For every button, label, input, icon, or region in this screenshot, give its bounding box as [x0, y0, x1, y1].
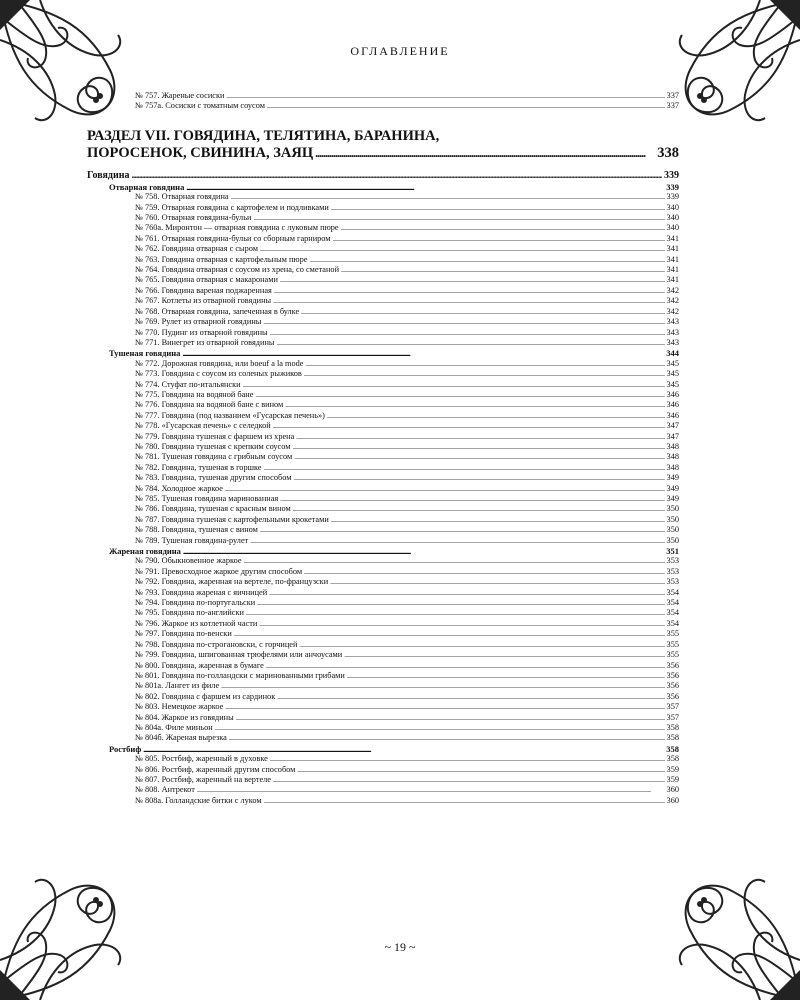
entry-page: 356 — [666, 660, 679, 670]
entry-title: № 804б. Жареная вырезка — [135, 733, 227, 743]
toc-entry[interactable] — [87, 640, 679, 650]
entry-page: 345 — [666, 358, 679, 368]
entry-page: 340 — [666, 223, 679, 233]
entry-page: 342 — [666, 306, 679, 316]
toc-entry[interactable] — [87, 796, 679, 806]
subsection-heading[interactable] — [87, 182, 679, 192]
entry-title: № 777. Говядина (под названием «Гусарская печень») — [135, 410, 325, 420]
toc-entry[interactable] — [87, 629, 679, 639]
entry-page: 341 — [666, 244, 679, 254]
toc-entry[interactable] — [87, 296, 679, 306]
toc-entry[interactable] — [87, 390, 679, 400]
toc-entry[interactable] — [87, 411, 679, 421]
toc-entry[interactable] — [87, 328, 679, 338]
entry-page: 350 — [666, 525, 679, 535]
toc-entry[interactable] — [87, 286, 679, 296]
toc-entry[interactable] — [87, 713, 679, 723]
entry-title: № 803. Немецкое жаркое — [135, 702, 224, 712]
entry-page: 357 — [666, 702, 679, 712]
entry-page: 337 — [666, 91, 679, 100]
entry-title: № 763. Говядина отварная с картофельным пюре — [135, 254, 308, 264]
entry-page: 346 — [666, 400, 679, 410]
entry-title: № 764. Говядина отварная с соусом из хрена, со сметаной — [135, 265, 340, 275]
subsection-title: Жареная говядина — [109, 546, 181, 557]
page-number: ~ 19 ~ — [384, 940, 416, 954]
toc-entry[interactable] — [87, 765, 679, 775]
entry-page: 355 — [666, 639, 679, 649]
entry-title: № 784. Холодное жаркое — [135, 483, 223, 493]
subsection-title: Ростбиф — [109, 743, 142, 754]
toc-entry[interactable] — [87, 702, 679, 712]
entry-page: 343 — [666, 337, 679, 347]
entry-page: 350 — [666, 504, 679, 514]
toc-entry[interactable] — [87, 452, 679, 462]
subsection-page: 351 — [666, 546, 679, 557]
entry-page: 354 — [666, 608, 679, 618]
section-title-line2: ПОРОСЕНОК, СВИНИНА, ЗАЯЦ — [87, 145, 314, 162]
section-page: 338 — [657, 145, 679, 162]
entry-page: 343 — [666, 317, 679, 327]
entry-title: № 772. Дорожная говядина, или boeuf a la mode — [135, 358, 304, 368]
entry-title: № 795. Говядина по-английски — [135, 608, 244, 618]
entry-title: № 808а. Голландские битки с луком — [135, 795, 262, 805]
subsection-heading[interactable] — [87, 348, 679, 358]
toc-entry[interactable] — [87, 556, 679, 566]
entry-page: 360 — [666, 795, 679, 805]
toc-groups — [87, 182, 679, 806]
entry-page: 337 — [666, 101, 679, 111]
toc-entry[interactable] — [87, 442, 679, 452]
entry-title: № 781. Тушеная говядина с грибным соусом — [135, 452, 293, 462]
entry-title: № 798. Говядина по-строгановски, с горчицей — [135, 639, 298, 649]
entry-title: № 757а. Сосиски с томатным соусом — [135, 101, 265, 111]
toc-entry[interactable] — [87, 536, 679, 546]
toc-entry[interactable] — [87, 213, 679, 223]
entry-title: № 791. Превосходное жаркое другим способом — [135, 566, 303, 576]
entry-title: № 759. Отварная говядина с картофелем и подливками — [135, 202, 329, 212]
entry-page: 358 — [666, 754, 679, 764]
toc-entry[interactable] — [87, 234, 679, 244]
entry-title: № 778. «Гусарская печень» с селедкой — [135, 421, 271, 431]
entry-page: 349 — [666, 483, 679, 493]
toc-entry[interactable] — [87, 473, 679, 483]
toc-entry[interactable] — [87, 525, 679, 535]
entry-title: № 760а. Миронтон — отварная говядина с луковым пюре — [135, 223, 339, 233]
toc-entry[interactable] — [87, 671, 679, 681]
toc-entry[interactable] — [87, 255, 679, 265]
entry-title: № 775. Говядина на водяной бане — [135, 389, 254, 399]
section-heading[interactable] — [87, 128, 679, 163]
subsection-heading[interactable] — [87, 744, 679, 754]
entry-title: № 761. Отварная говядина-бульи со сборным гарниром — [135, 233, 331, 243]
toc-entry[interactable] — [87, 317, 679, 327]
entry-page: 355 — [666, 629, 679, 639]
entry-title: № 776. Говядина на водяной бане с вином — [135, 400, 284, 410]
entry-title: № 758. Отварная говядина — [135, 192, 229, 202]
entry-title: № 779. Говядина тушеная с фаршем из хрена — [135, 431, 295, 441]
entry-page: 347 — [666, 431, 679, 441]
toc-entry[interactable] — [87, 369, 679, 379]
corner-ornament-bottom-right — [650, 850, 800, 1000]
category-heading[interactable] — [87, 169, 679, 182]
entry-title: № 786. Говядина, тушеная с красным вином — [135, 504, 291, 514]
entry-page: 345 — [666, 369, 679, 379]
entry-title: № 794. Говядина по-португальски — [135, 598, 256, 608]
entry-page: 354 — [666, 598, 679, 608]
entry-page: 353 — [666, 577, 679, 587]
entry-title: № 771. Винегрет из отварной говядины — [135, 337, 275, 347]
entry-page: 357 — [666, 712, 679, 722]
entry-page: 349 — [666, 494, 679, 503]
entry-title: № 800. Говядина, жаренная в бумаге — [135, 660, 264, 670]
entry-title: № 796. Жаркое из котлетной части — [135, 618, 258, 628]
entry-title: № 802. Говядина с фаршем из сардинок — [135, 691, 276, 701]
entry-page: 340 — [666, 202, 679, 212]
entry-title: № 766. Говядина вареная поджаренная — [135, 285, 272, 295]
entry-title: № 770. Пудинг из отварной говядины — [135, 327, 268, 337]
toc-entry[interactable] — [87, 101, 679, 111]
toc-entry[interactable] — [87, 733, 679, 743]
toc-entry[interactable] — [87, 307, 679, 317]
entry-title: № 769. Рулет из отварной говядины — [135, 317, 262, 327]
entry-page: 342 — [666, 285, 679, 295]
subsection-title: Тушеная говядина — [109, 348, 181, 359]
entry-title: № 799. Говядина, шпигованная трюфелями или анчоусами — [135, 650, 343, 660]
entry-page: 360 — [666, 785, 679, 795]
entry-page: 359 — [666, 774, 679, 784]
toc-entry[interactable] — [87, 515, 679, 525]
entry-title: № 782. Говядина, тушеная в горшке — [135, 462, 262, 472]
toc-entry[interactable] — [87, 567, 679, 577]
toc-entry[interactable] — [87, 463, 679, 473]
toc-entry[interactable] — [87, 380, 679, 390]
toc-entry[interactable] — [87, 244, 679, 254]
section-title-line1: РАЗДЕЛ VII. ГОВЯДИНА, ТЕЛЯТИНА, БАРАНИНА, — [87, 127, 440, 144]
entry-title: № 773. Говядина с соусом из соленых рыжиков — [135, 369, 302, 379]
entry-title: № 783. Говядина, тушеная другим способом — [135, 473, 292, 483]
entry-title: № 787. Говядина тушеная с картофельными крокетами — [135, 514, 329, 524]
entry-title: № 760. Отварная говядина-бульи — [135, 213, 252, 223]
toc-entry[interactable] — [87, 754, 679, 764]
toc-entry[interactable] — [87, 775, 679, 785]
dot-leader — [132, 169, 663, 182]
entry-title: № 806. Ростбиф, жаренный другим способом — [135, 764, 296, 774]
entry-page: 348 — [666, 462, 679, 472]
toc-entry[interactable] — [87, 203, 679, 213]
toc-entry[interactable] — [87, 432, 679, 442]
corner-ornament-bottom-left — [0, 850, 150, 1000]
subsection-page: 344 — [666, 348, 679, 359]
entry-page: 341 — [666, 254, 679, 264]
entry-page: 341 — [666, 265, 679, 275]
entry-title: № 808. Антрекот — [135, 785, 195, 795]
entry-page: 354 — [666, 587, 679, 597]
category-title: Говядина — [87, 169, 130, 181]
toc-entry[interactable] — [87, 681, 679, 691]
entry-page: 342 — [666, 296, 679, 306]
entry-title: № 757. Жареные сосиски — [135, 91, 225, 100]
entry-title: № 768. Отварная говядина, запеченная в булке — [135, 306, 300, 316]
entry-page: 349 — [666, 473, 679, 483]
toc-entry[interactable] — [87, 504, 679, 514]
entry-page: 339 — [666, 192, 679, 202]
entry-page: 350 — [666, 514, 679, 524]
toc-entry[interactable] — [87, 577, 679, 587]
entry-page: 353 — [666, 556, 679, 566]
toc-entry[interactable] — [87, 91, 679, 101]
entry-title: № 762. Говядина отварная с сыром — [135, 244, 259, 254]
entry-page: 358 — [666, 733, 679, 743]
entry-title: № 767. Котлеты из отварной говядины — [135, 296, 272, 306]
dot-leader — [264, 796, 665, 807]
entry-title: № 789. Тушеная говядина-рулет — [135, 535, 249, 545]
entry-title: № 790. Обыкновенное жаркое — [135, 556, 242, 566]
toc-entry[interactable] — [87, 598, 679, 608]
toc-entry[interactable] — [87, 421, 679, 431]
table-of-contents — [87, 91, 679, 806]
toc-entry[interactable] — [87, 588, 679, 598]
toc-entry[interactable] — [87, 785, 679, 795]
subsection-title: Отварная говядина — [109, 181, 185, 192]
toc-entry[interactable] — [87, 650, 679, 660]
toc-entry[interactable] — [87, 484, 679, 494]
entry-title: № 788. Говядина, тушеная с вином — [135, 525, 258, 535]
subsection-page: 339 — [666, 181, 679, 192]
entry-page: 343 — [666, 327, 679, 337]
toc-entry[interactable] — [87, 723, 679, 733]
entry-page: 354 — [666, 618, 679, 628]
entry-page: 355 — [666, 650, 679, 660]
toc-entry[interactable] — [87, 400, 679, 410]
toc-entry[interactable] — [87, 608, 679, 618]
entry-page: 346 — [666, 389, 679, 399]
subsection-heading[interactable] — [87, 546, 679, 556]
entry-title: № 774. Стуфат по-итальянски — [135, 379, 241, 389]
dot-leader — [267, 101, 665, 112]
entry-page: 341 — [666, 233, 679, 243]
toc-entry[interactable] — [87, 275, 679, 285]
entry-page: 348 — [666, 441, 679, 451]
toc-entry[interactable] — [87, 265, 679, 275]
entry-title: № 801а. Лангет из филе — [135, 681, 220, 691]
subsection-page: 358 — [666, 743, 679, 754]
entry-title: № 804а. Филе миньон — [135, 722, 213, 732]
entry-title: № 797. Говядина по-венски — [135, 629, 232, 639]
dot-leader — [315, 145, 655, 163]
toc-entry[interactable] — [87, 494, 679, 504]
toc-entry[interactable] — [87, 692, 679, 702]
entry-page: 345 — [666, 379, 679, 389]
entry-page: 356 — [666, 681, 679, 691]
entry-title: № 801. Говядина по-голландски с маринованными грибами — [135, 670, 345, 680]
entry-title: № 792. Говядина, жаренная на вертеле, по-французски — [135, 577, 329, 587]
entry-page: 340 — [666, 213, 679, 223]
entry-page: 348 — [666, 452, 679, 462]
entry-page: 358 — [666, 722, 679, 732]
entry-title: № 780. Говядина тушеная с крепким соусом — [135, 441, 291, 451]
entry-page: 341 — [666, 275, 679, 285]
entry-title: № 785. Тушеная говядина маринованная — [135, 494, 279, 503]
entry-title: № 807. Ростбиф, жаренный на вертеле — [135, 774, 271, 784]
entry-title: № 804. Жаркое из говядины — [135, 712, 234, 722]
toc-entry[interactable] — [87, 223, 679, 233]
entry-page: 356 — [666, 691, 679, 701]
page-header: ОГЛАВЛЕНИЕ — [350, 44, 450, 58]
entry-page: 347 — [666, 421, 679, 431]
entry-page: 356 — [666, 670, 679, 680]
category-page: 339 — [664, 169, 679, 181]
entry-title: № 805. Ростбиф, жаренный в духовке — [135, 754, 268, 764]
entry-page: 353 — [666, 566, 679, 576]
entry-title: № 793. Говядина жареная с яичницей — [135, 587, 268, 597]
toc-entry[interactable] — [87, 192, 679, 202]
toc-entry[interactable] — [87, 338, 679, 348]
entry-page: 359 — [666, 764, 679, 774]
entry-page: 346 — [666, 410, 679, 420]
entry-title: № 765. Говядина отварная с макаронами — [135, 275, 278, 285]
toc-entry[interactable] — [87, 359, 679, 369]
entry-page: 350 — [666, 535, 679, 545]
toc-entry[interactable] — [87, 619, 679, 629]
toc-entry[interactable] — [87, 661, 679, 671]
